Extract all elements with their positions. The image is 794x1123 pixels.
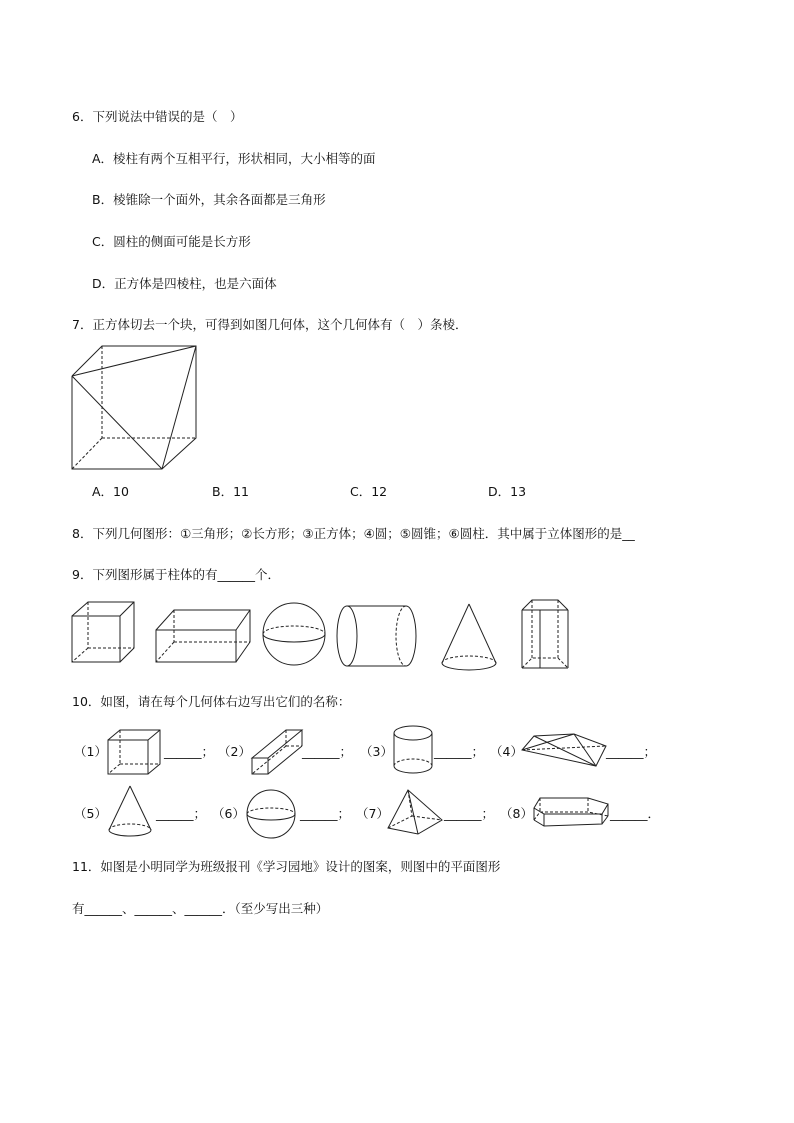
q10-stem: 10．如图，请在每个几何体右边写出它们的名称： — [72, 694, 351, 709]
q7-stem: 7．正方体切去一个块，可得到如图几何体，这个几何体有（ ）条棱． — [72, 317, 468, 332]
q10-item-4-number: （4） — [490, 744, 523, 759]
q7-option-b: B．11 — [212, 484, 249, 499]
q7-option-d: D．13 — [488, 484, 527, 499]
q6-option-b: B．棱锥除一个面外，其余各面都是三角形 — [92, 192, 326, 207]
q10-item-8-blank: ______． — [610, 806, 661, 821]
q10-cube-figure — [106, 728, 162, 776]
q11-answer-line: 有______、______、______．（至少写出三种） — [72, 901, 329, 916]
q10-item-7-blank: ______； — [444, 806, 495, 821]
q10-item-4-blank: ______； — [606, 744, 657, 759]
q9-cube-shape — [72, 602, 134, 662]
q10-item-1-number: （1） — [74, 744, 107, 759]
q9-hex-prism-shape — [522, 600, 568, 668]
q6-option-a: A．棱柱有两个互相平行，形状相同，大小相等的面 — [92, 151, 376, 166]
q9-shapes-figure — [70, 598, 580, 678]
q10-item-7-number: （7） — [356, 806, 389, 821]
q10-pentagonal-prism-figure — [532, 794, 612, 834]
q10-long-cuboid-figure — [250, 728, 304, 776]
q10-cone-figure — [106, 784, 154, 840]
q9-cylinder-shape — [337, 606, 416, 666]
q7-option-a: A．10 — [92, 484, 129, 499]
q9-sphere-shape — [263, 603, 325, 665]
q10-item-2-number: （2） — [218, 744, 251, 759]
q6-option-d: D．正方体是四棱柱，也是六面体 — [92, 276, 277, 291]
q10-pyramid-figure — [386, 788, 446, 838]
q10-sphere-figure — [244, 788, 300, 840]
q11-stem: 11．如图是小明同学为班级报刊《学习园地》设计的图案，则图中的平面图形 — [72, 859, 501, 874]
q10-item-6-number: （6） — [212, 806, 245, 821]
q10-item-6-blank: ______； — [300, 806, 351, 821]
q10-item-3-blank: ______； — [434, 744, 485, 759]
q9-cone-shape — [442, 604, 496, 670]
q7-cut-cube-figure — [70, 344, 200, 472]
q10-pentagonal-pyramid-figure — [520, 728, 610, 770]
q10-item-1-blank: ______； — [164, 744, 215, 759]
q7-option-c: C．12 — [350, 484, 388, 499]
q10-item-2-blank: ______； — [302, 744, 353, 759]
q10-item-5-blank: ______； — [156, 806, 207, 821]
q6-option-c: C．圆柱的侧面可能是长方形 — [92, 234, 251, 249]
q8-stem: 8．下列几何图形：①三角形；②长方形；③正方体；④圆；⑤圆锥；⑥圆柱．其中属于立体图形的是__ — [72, 526, 635, 541]
q6-stem: 6．下列说法中错误的是（ ） — [72, 109, 243, 124]
q10-item-5-number: （5） — [74, 806, 107, 821]
q10-item-8-number: （8） — [500, 806, 533, 821]
q9-stem: 9．下列图形属于柱体的有______个． — [72, 567, 280, 582]
q10-cylinder-figure — [392, 724, 436, 776]
q9-cuboid-shape — [156, 610, 250, 662]
q10-item-3-number: （3） — [360, 744, 393, 759]
